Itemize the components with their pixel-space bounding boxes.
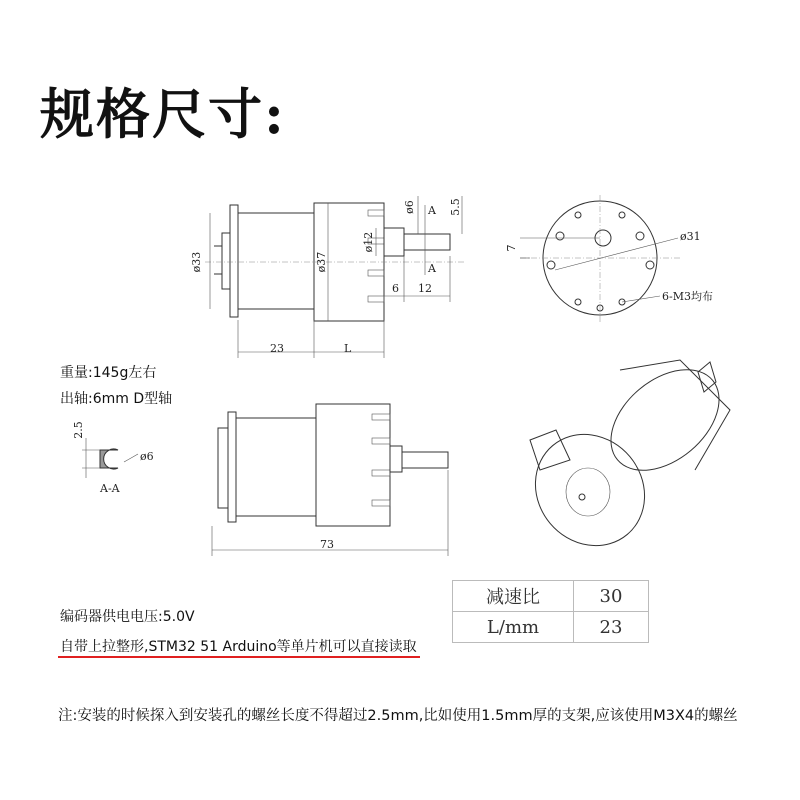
dim-d31: ø31 <box>680 230 701 243</box>
side-view <box>205 196 465 358</box>
dim-d12: ø12 <box>362 231 375 253</box>
table-cell-value: 23 <box>574 612 649 643</box>
front-view <box>520 195 680 322</box>
dim-6-length: 6 <box>392 282 399 295</box>
dim-12-length: 12 <box>418 282 432 295</box>
dim-d37: ø37 <box>315 251 328 273</box>
dim-23: 23 <box>270 342 284 355</box>
encoder-voltage: 编码器供电电压:5.0V <box>60 609 195 625</box>
table-cell-label: 减速比 <box>453 581 574 612</box>
dim-d6: ø6 <box>403 200 416 214</box>
table-row <box>453 581 649 612</box>
lower-side-view <box>212 404 448 556</box>
dim-holes: 6-M3均布 <box>662 290 713 303</box>
spec-weight: 重量:145g左右 <box>60 365 157 381</box>
dim-d33: ø33 <box>190 251 203 273</box>
section-aa <box>82 438 138 478</box>
dim-7: 7 <box>505 244 518 252</box>
section-marker-bottom: A <box>428 262 436 275</box>
spec-table <box>452 580 649 643</box>
dim-section-d6: ø6 <box>140 450 154 463</box>
table-cell-label: L/mm <box>453 612 574 643</box>
spec-shaft: 出轴:6mm D型轴 <box>60 391 173 407</box>
dim-2-5: 2.5 <box>72 421 85 439</box>
footnote: 注:安装的时候探入到安装孔的螺丝长度不得超过2.5mm,比如使用1.5mm厚的支架,应该使用M3X4的螺丝 <box>58 708 738 724</box>
dim-73: 73 <box>320 538 334 551</box>
table-cell-value: 30 <box>574 581 649 612</box>
section-marker-top: A <box>428 204 436 217</box>
page-title: 规格尺寸: <box>40 82 286 146</box>
highlight-underline <box>58 656 420 658</box>
dim-L: L <box>344 342 352 355</box>
isometric-view <box>513 350 738 568</box>
dim-5-5: 5.5 <box>449 198 462 216</box>
section-label: A-A <box>100 482 120 495</box>
encoder-feature: 自带上拉整形,STM32 51 Arduino等单片机可以直接读取 <box>60 639 417 655</box>
table-row <box>453 612 649 643</box>
